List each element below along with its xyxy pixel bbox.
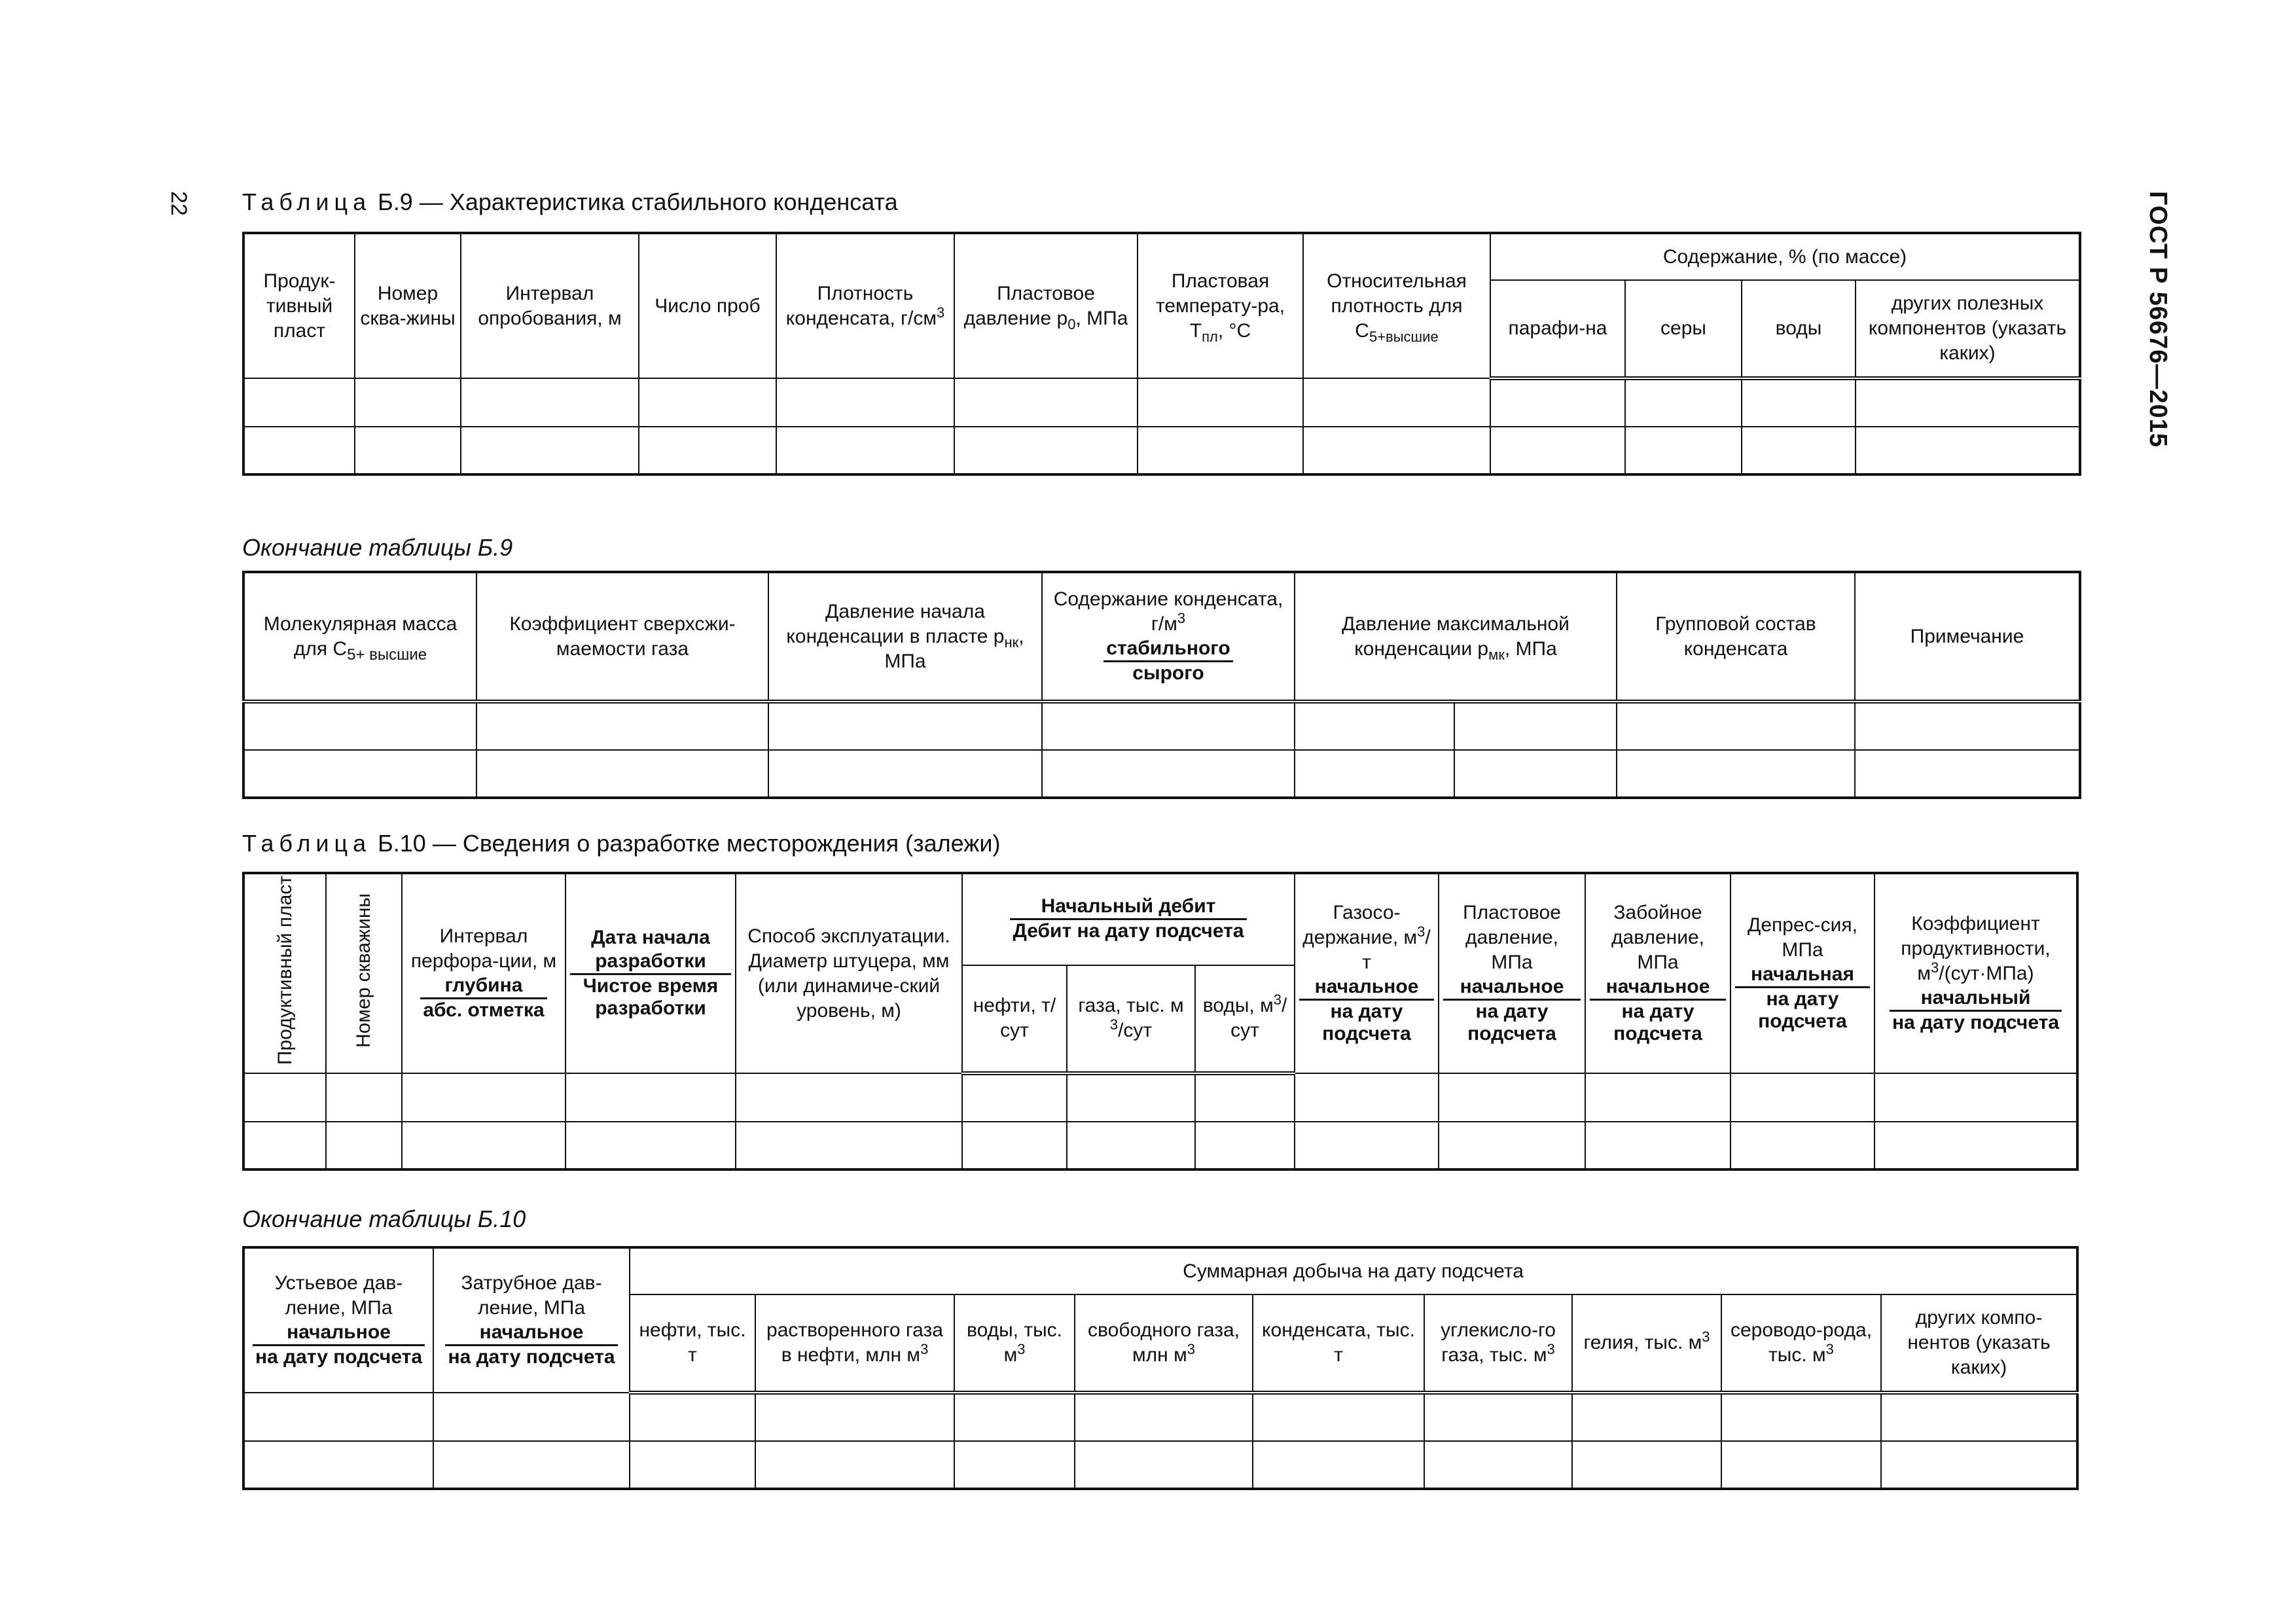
header-perforation-interval: Интервал перфора-ции, м $\frac{\text{глубина}}{\text{абс. отметка}}$ bbox=[402, 873, 565, 1073]
table-b9-end-caption: Окончание таблицы Б.9 bbox=[242, 534, 513, 561]
table-b10 bbox=[242, 872, 2079, 1171]
table-row bbox=[243, 427, 2080, 474]
header-gas-content: Газосо-держание, $м^3/т$ $\frac{\text{начальное}}{\text{на дату подсчета}}$ bbox=[1295, 873, 1439, 1073]
table-row bbox=[243, 378, 2080, 427]
table-b9-caption: Таблица Б.9 — Характеристика стабильного конденсата bbox=[242, 188, 898, 215]
header-bottomhole-pressure: Забойное давление, МПа $\frac{\text{начальное}}{\text{на дату подсчета}}$ bbox=[1585, 873, 1731, 1073]
header-other-total: других компо-нентов (указать каких) bbox=[1881, 1294, 2077, 1393]
header-other-components: других полезных компонентов (указать каких) bbox=[1856, 280, 2080, 378]
header-total-production: Суммарная добыча на дату подсчета bbox=[630, 1247, 2077, 1294]
table-row bbox=[243, 702, 2080, 750]
header-wellhead-pressure: Устьевое дав-ление, МПа $\frac{\text{начальное}}{\text{на дату подсчета}}$ bbox=[243, 1247, 433, 1393]
header-productivity-index: Коэффициент продуктивности, $м^3/(сут\cdot МПа)$ $\frac{\text{начальный}}{\text{на дату подсчета}}$ bbox=[1874, 873, 2077, 1073]
table-row bbox=[243, 1073, 2077, 1122]
header-annular-pressure: Затрубное дав-ление, МПа $\frac{\text{начальное}}{\text{на дату подсчета}}$ bbox=[433, 1247, 630, 1393]
table-row bbox=[243, 1393, 2077, 1441]
header-well-number: Номер сква-жины bbox=[355, 233, 461, 378]
header-free-gas-total: свободного газа, млн $м^3$ bbox=[1075, 1294, 1253, 1393]
header-condensation-start-pressure: Давление начала конденсации в пласте $p_{нк}$, МПа bbox=[768, 572, 1042, 702]
header-well-number: Номер скважины bbox=[326, 873, 402, 1073]
header-oil-total: нефти, тыс. т bbox=[630, 1294, 755, 1393]
header-initial-rate: $\frac{\text{Начальный дебит}}{\text{Дебит на дату подсчета}}$ bbox=[962, 873, 1295, 965]
header-content-percent: Содержание, % (по массе) bbox=[1490, 233, 2080, 280]
table-row bbox=[243, 1122, 2077, 1169]
header-supercompressibility: Коэффициент сверхсжи-маемости газа bbox=[476, 572, 768, 702]
table-row bbox=[243, 1441, 2077, 1489]
table-b9 bbox=[242, 232, 2081, 476]
header-productive-layer: Продук-тивный пласт bbox=[243, 233, 355, 378]
table-b9-end bbox=[242, 571, 2081, 799]
header-paraffin: парафи-на bbox=[1490, 280, 1625, 378]
header-molecular-mass: Молекулярная масса для $C_{5+ высшие}$ bbox=[243, 572, 476, 702]
header-max-condensation-pressure: Давление максимальной конденсации $p_{мк}$, МПа bbox=[1295, 572, 1617, 702]
header-sampling-interval: Интервал опробования, м bbox=[461, 233, 639, 378]
header-gas-rate: газа, тыс. м $^3$/сут bbox=[1067, 965, 1195, 1073]
header-water: воды bbox=[1742, 280, 1856, 378]
table-b10-end-caption: Окончание таблицы Б.10 bbox=[242, 1205, 526, 1232]
header-productive-layer: Продуктивный пласт bbox=[243, 873, 326, 1073]
header-co2-total: углекисло-го газа, тыс. $м^3$ bbox=[1424, 1294, 1572, 1393]
table-row bbox=[243, 750, 2080, 798]
header-depression: Депрес-сия, МПа $\frac{\text{начальная}}{\text{на дату подсчета}}$ bbox=[1731, 873, 1874, 1073]
header-reservoir-temperature: Пластовая температу-ра, $T_{пл}$, °C bbox=[1138, 233, 1303, 378]
header-reservoir-pressure: Пластовое давление $p_0$, МПа bbox=[954, 233, 1138, 378]
header-water-total: воды, тыс. $м^3$ bbox=[954, 1294, 1075, 1393]
header-development-dates: $\frac{\text{Дата начала разработки}}{\text{Чистое время разработки}}$ bbox=[565, 873, 736, 1073]
header-condensate-density: Плотность конденсата, $г/см^3$ bbox=[776, 233, 954, 378]
header-sulfur: серы bbox=[1625, 280, 1742, 378]
header-reservoir-pressure: Пластовое давление, МПа $\frac{\text{начальное}}{\text{на дату подсчета}}$ bbox=[1439, 873, 1585, 1073]
page-number: 22 bbox=[166, 191, 191, 216]
table-b10-caption: Таблица Б.10 — Сведения о разработке месторождения (залежи) bbox=[242, 830, 1001, 857]
document-code: ГОСТ Р 56676—2015 bbox=[2144, 191, 2172, 448]
header-operation-method: Способ эксплуатации. Диаметр штуцера, мм (или динамиче-ский уровень, м) bbox=[736, 873, 962, 1073]
header-sample-count: Число проб bbox=[639, 233, 776, 378]
table-b10-end bbox=[242, 1246, 2079, 1490]
header-condensate-total: конденсата, тыс. т bbox=[1253, 1294, 1424, 1393]
header-helium-total: гелия, тыс. $м^3$ bbox=[1572, 1294, 1721, 1393]
header-group-composition: Групповой состав конденсата bbox=[1617, 572, 1855, 702]
header-condensate-content: Содержание конденсата, $г/м^3$ $\frac{\text{стабильного}}{\text{сырого}}$ bbox=[1042, 572, 1295, 702]
header-note: Примечание bbox=[1855, 572, 2080, 702]
header-relative-density: Относительная плотность для $C_{5+высшие}$ bbox=[1303, 233, 1490, 378]
header-water-rate: воды, $м^3$/сут bbox=[1195, 965, 1295, 1073]
header-oil-rate: нефти, т/сут bbox=[962, 965, 1067, 1073]
header-dissolved-gas-total: растворенного газа в нефти, млн $м^3$ bbox=[755, 1294, 954, 1393]
header-h2s-total: сероводо-рода, тыс. $м^3$ bbox=[1721, 1294, 1881, 1393]
